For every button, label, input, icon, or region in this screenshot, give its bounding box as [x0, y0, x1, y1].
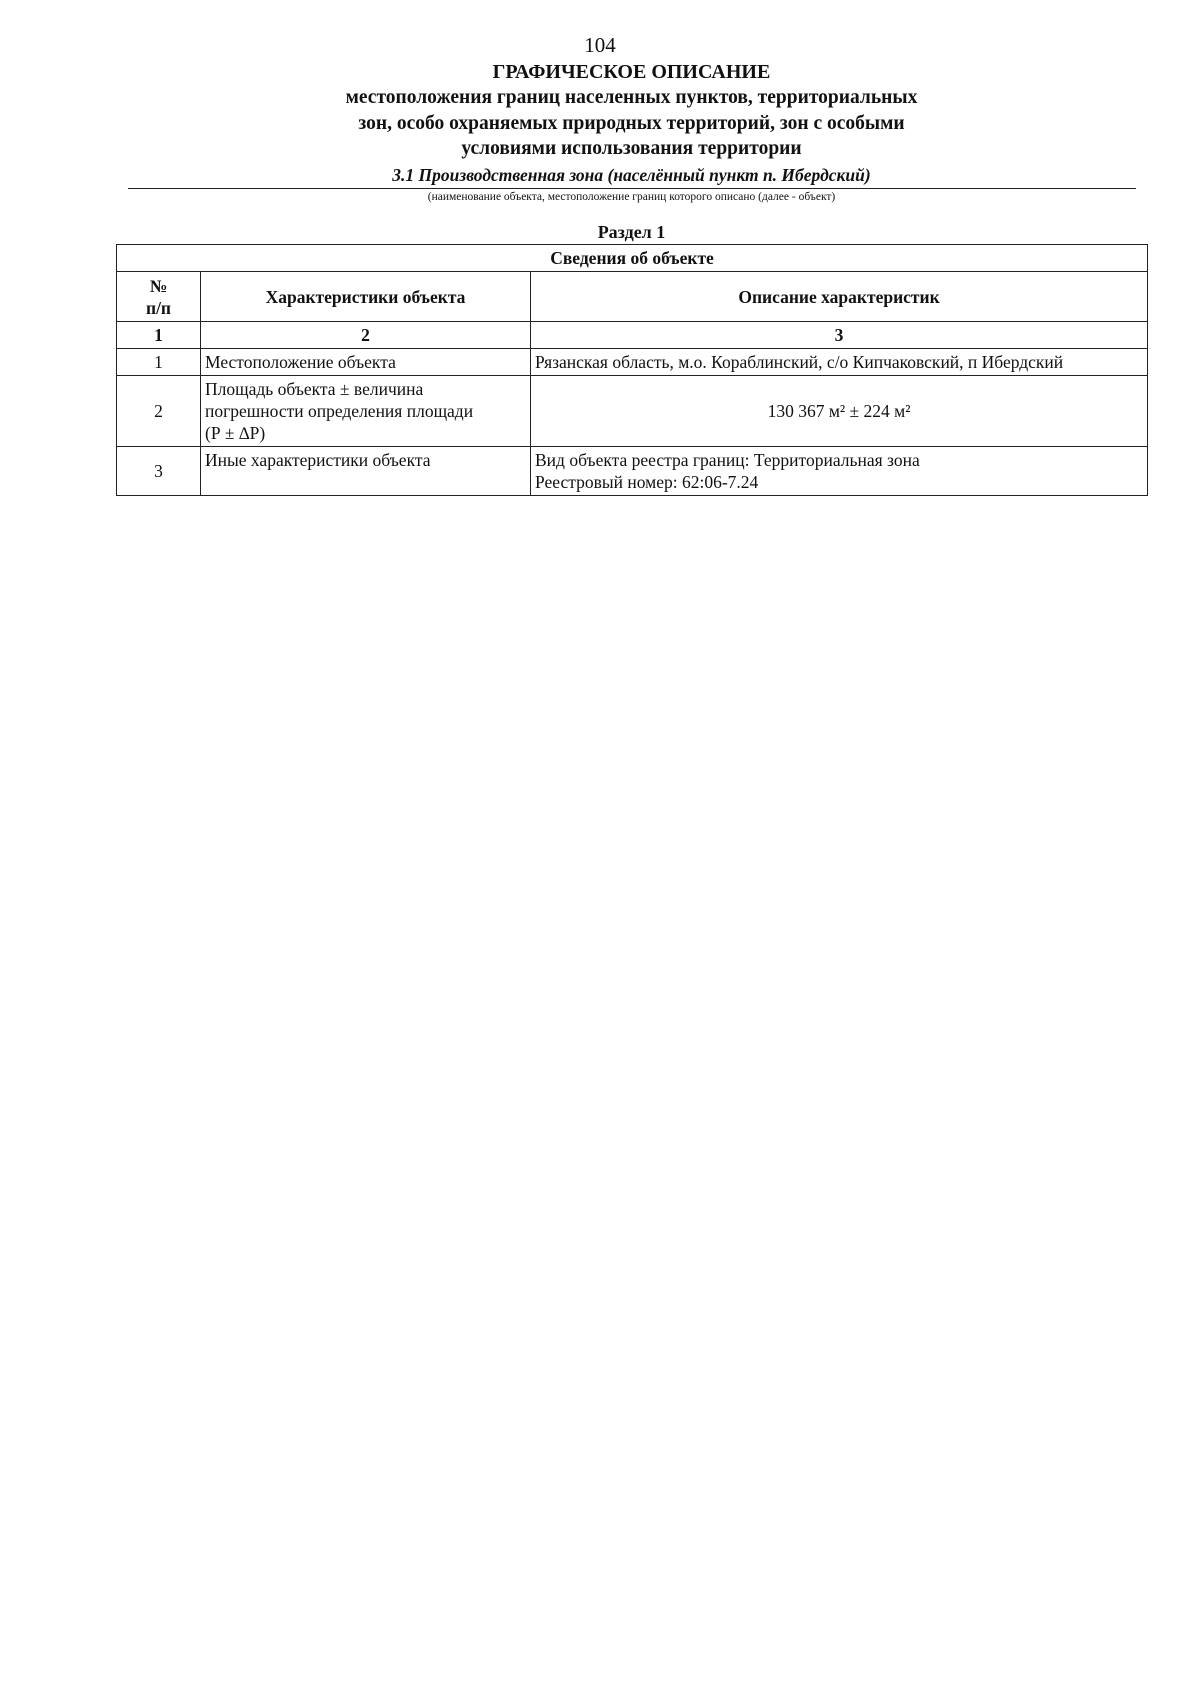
row-description-line: Рязанская область, м.о. Кораблинский, с/о Кипчаковский, п Ибердский [535, 352, 1064, 372]
table-row [117, 376, 1148, 447]
table-row [117, 349, 1148, 376]
row-num: 1 [117, 349, 201, 376]
header-num-line-2: п/п [145, 297, 172, 318]
page-number: 104 [584, 33, 616, 57]
header-num-line-1: № [149, 275, 168, 296]
table-row [117, 447, 1148, 496]
row-description-line: 130 367 м² ± 224 м² [767, 401, 911, 421]
row-characteristic [201, 376, 531, 447]
column-number-2: 2 [201, 322, 531, 349]
row-description [531, 447, 1148, 496]
row-description-line: Вид объекта реестра границ: Территориальная зона [535, 450, 920, 470]
row-characteristic-line: Местоположение объекта [205, 352, 396, 372]
row-characteristic-line: Площадь объекта ± величина [205, 379, 424, 399]
header-characteristics: Характеристики объекта [201, 272, 531, 322]
header-num [117, 272, 201, 322]
table-caption: Сведения об объекте [117, 245, 1148, 272]
document-subtitle-line-2: зон, особо охраняемых природных территорий, зон с особыми [358, 112, 905, 134]
row-characteristic [201, 447, 531, 496]
document-subtitle-line-1: местоположения границ населенных пунктов, территориальных [345, 87, 918, 108]
row-description-line: Реестровый номер: 62:06-7.24 [535, 472, 759, 492]
row-characteristic [201, 349, 531, 376]
header-description: Описание характеристик [531, 272, 1148, 322]
row-num: 2 [117, 376, 201, 447]
object-caption: (наименование объекта, местоположение границ которого описано (далее - объект) [427, 191, 836, 203]
column-number-3: 3 [531, 322, 1148, 349]
row-num: 3 [117, 447, 201, 496]
row-description [531, 376, 1148, 447]
row-characteristic-line: погрешности определения площади [205, 401, 474, 421]
document-title: ГРАФИЧЕСКОЕ ОПИСАНИЕ [492, 61, 771, 83]
object-name-underline [128, 188, 1136, 189]
object-name: 3.1 Производственная зона (населённый пункт п. Ибердский) [392, 165, 871, 185]
document-subtitle-line-3: условиями использования территории [461, 138, 802, 159]
object-info-table [116, 244, 1148, 496]
title-block [0, 60, 1200, 162]
section-label: Раздел 1 [597, 222, 666, 242]
row-characteristic-line: Иные характеристики объекта [205, 450, 431, 470]
row-description [531, 349, 1148, 376]
column-number-1: 1 [117, 322, 201, 349]
row-characteristic-line: (Р ± ∆Р) [205, 423, 266, 443]
